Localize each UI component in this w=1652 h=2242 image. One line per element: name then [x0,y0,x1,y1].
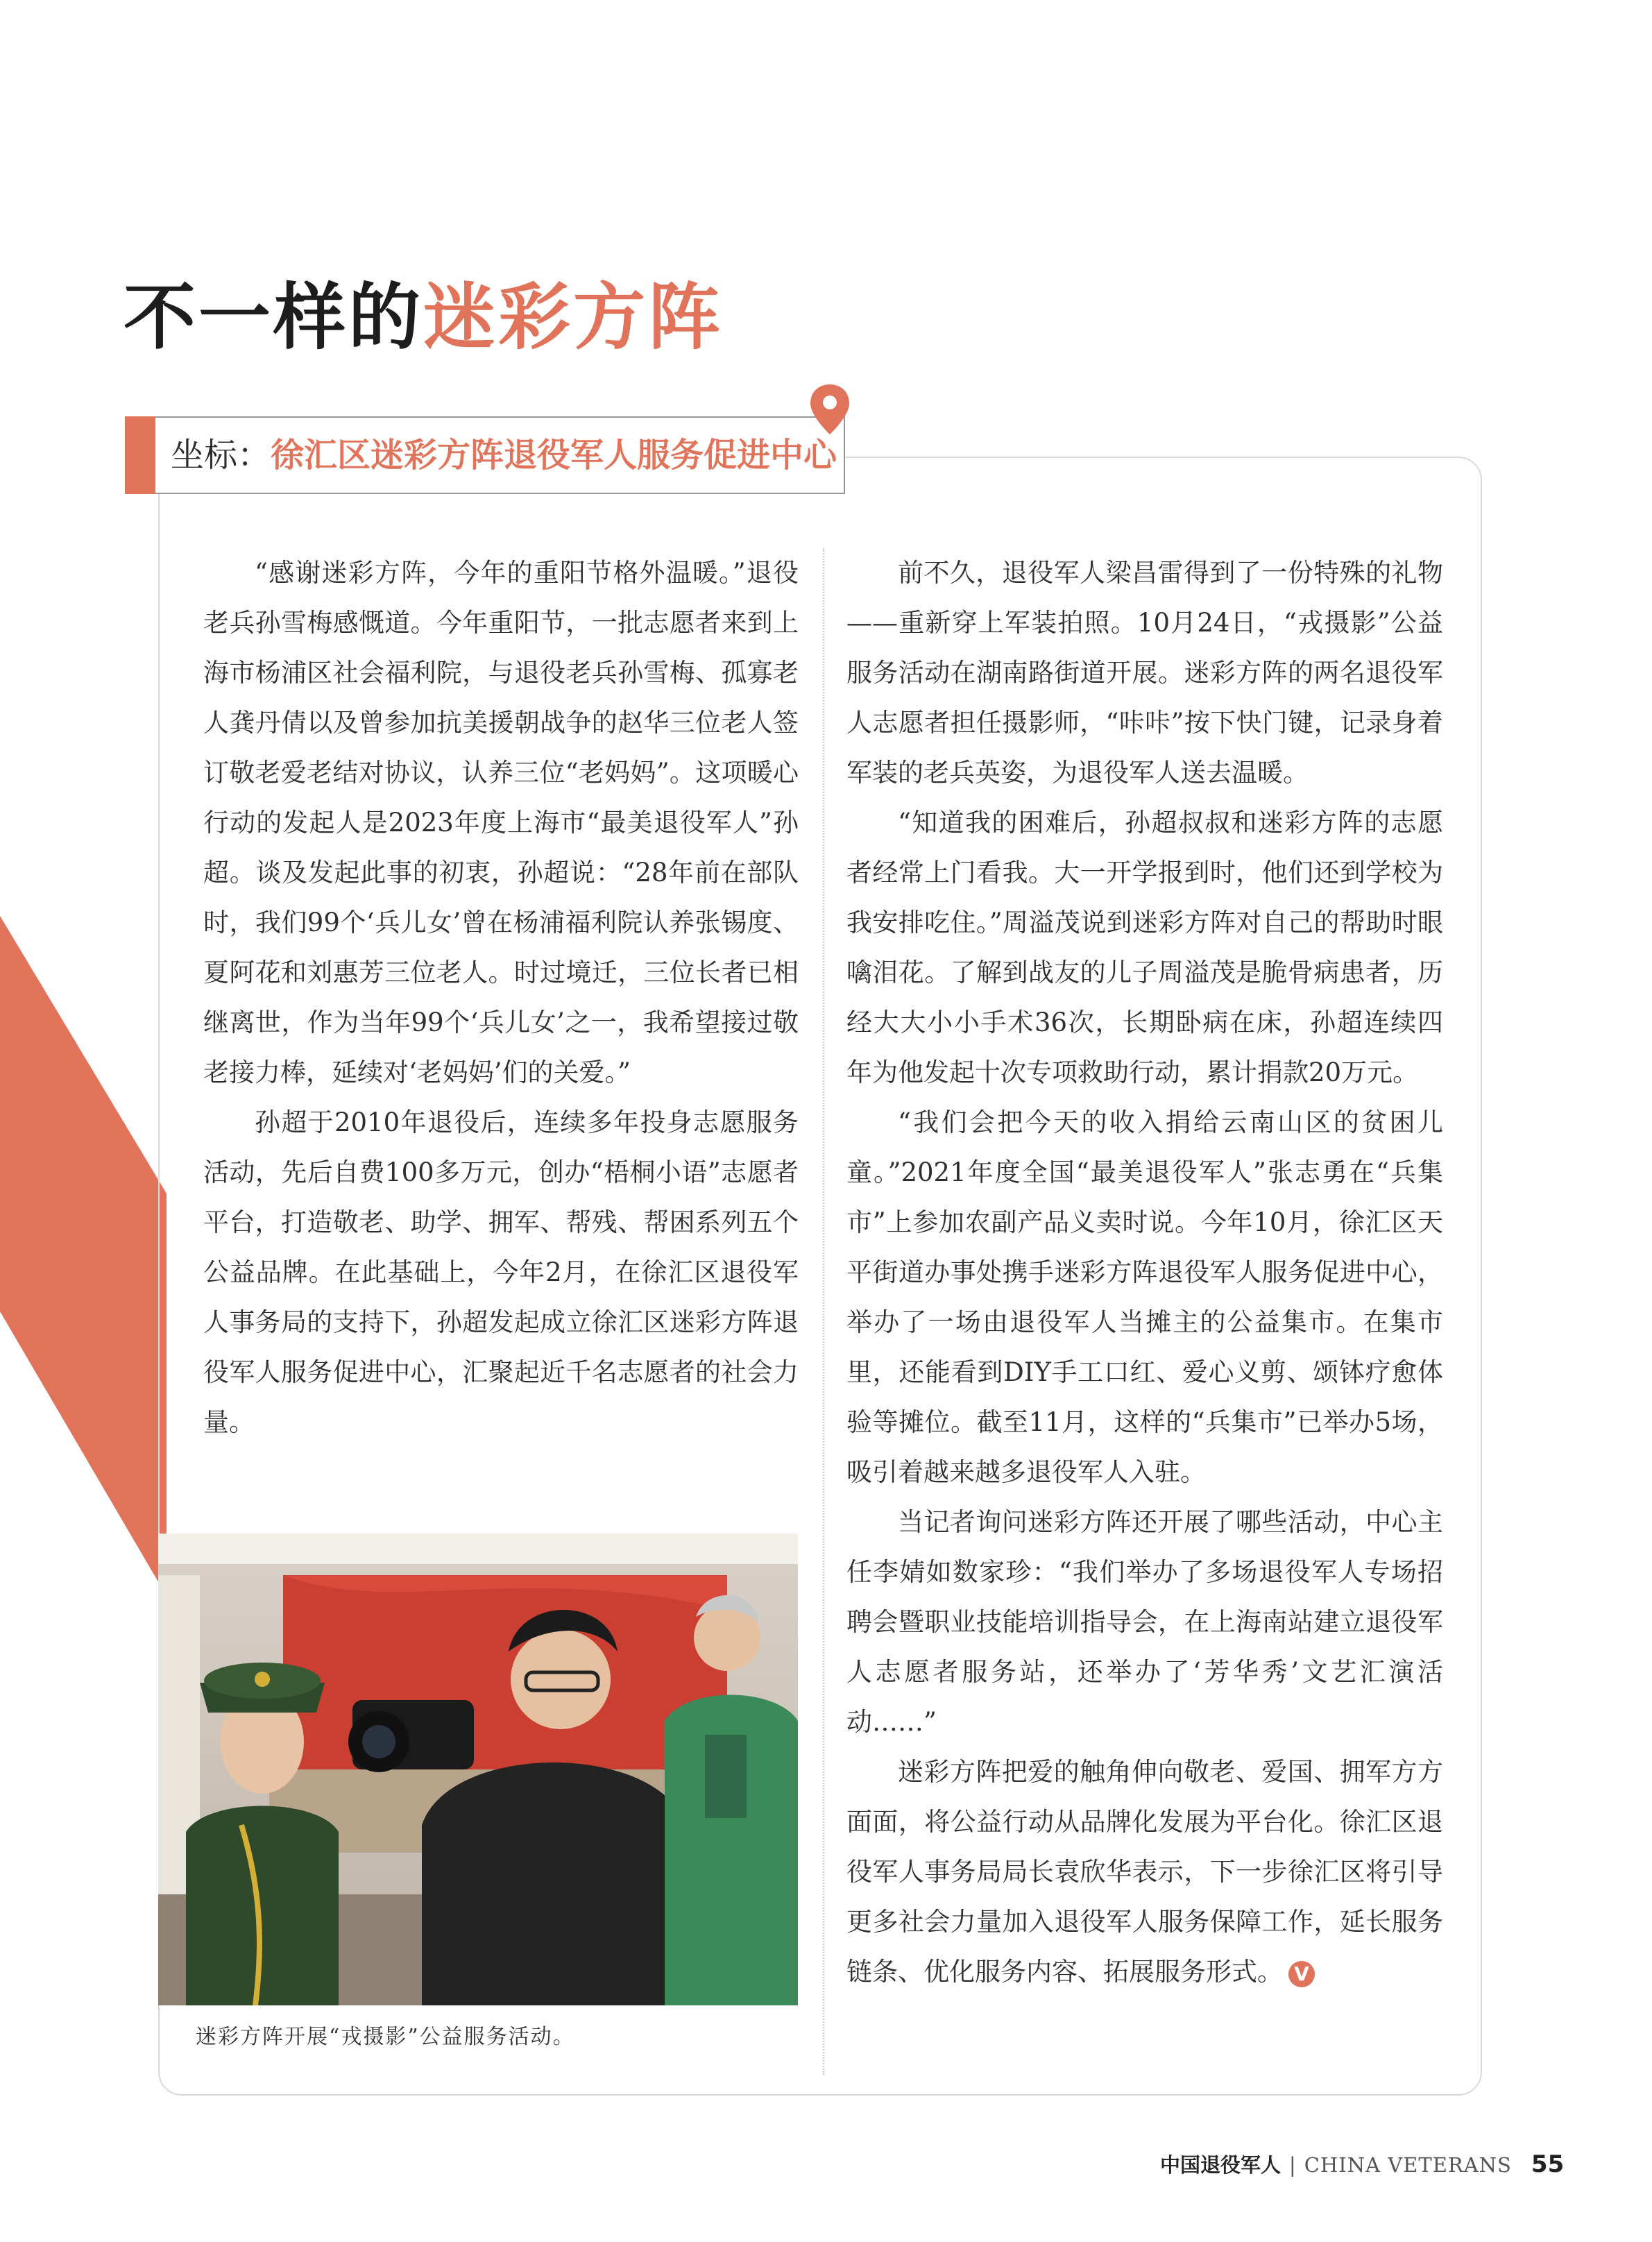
paragraph: 前不久，退役军人梁昌雷得到了一份特殊的礼物——重新穿上军装拍照。10月24日，“戎摄影”公益服务活动在湖南路街道开展。迷彩方阵的两名退役军人志愿者担任摄影师，“咔咔”按下快门键，记录身着军装的老兵英姿，为退役军人送去温暖。 [846,558,1443,788]
paragraph-last [846,1747,1443,1997]
page-footer [1160,2147,1564,2182]
location-value: 徐汇区迷彩方阵退役军人服务促进中心 [271,436,837,475]
paragraph: “感谢迷彩方阵，今年的重阳节格外温暖。”退役老兵孙雪梅感慨道。今年重阳节，一批志愿者来到上海市杨浦区社会福利院，与退役老兵孙雪梅、孤寡老人龚丹倩以及曾参加抗美援朝战争的赵华三位老人签订敬老爱老结对协议，认养三位“老妈妈”。这项暖心行动的发起人是2023年度上海市“最美退役军人”孙超。谈及发起此事的初衷，孙超说：“28年前在部队时，我们99个‘兵儿女’曾在杨浦福利院认养张锡度、夏阿花和刘惠芳三位老人。时过境迁，三位长者已相继离世，作为当年99个‘兵儿女’之一，我希望接过敬老接力棒，延续对‘老妈妈’们的关爱。” [203,558,799,1087]
paragraph: 孙超于2010年退役后，连续多年投身志愿服务活动，先后自费100多万元，创办“梧桐小语”志愿者平台，打造敬老、助学、拥军、帮残、帮困系列五个公益品牌。在此基础上，今年2月，在徐汇区退役军人事务局的支持下，孙超发起成立徐汇区迷彩方阵退役军人服务促进中心，汇聚起近千名志愿者的社会力量。 [203,1107,799,1437]
article-photo [158,1534,798,2005]
location-accent-bar [125,416,155,494]
paragraph-text: 迷彩方阵把爱的触角伸向敬老、爱国、拥军方方面面，将公益行动从品牌化发展为平台化。徐汇区退役军人事务局局长袁欣华表示，下一步徐汇区将引导更多社会力量加入退役军人服务保障工作，延长服务链条、优化服务内容、拓展服务形式。 [846,1757,1443,1987]
location-line [171,427,837,483]
page-number: 55 [1531,2150,1565,2178]
left-column [203,548,799,1447]
paragraph: 当记者询问迷彩方阵还开展了哪些活动，中心主任李婧如数家珍：“我们举办了多场退役军人专场招聘会暨职业技能培训指导会，在上海南站建立退役军人志愿者服务站，还举办了‘芳华秀’文艺汇演活动……” [846,1507,1443,1737]
title-highlight: 迷彩方阵 [423,274,724,359]
paragraph: “知道我的困难后，孙超叔叔和迷彩方阵的志愿者经常上门看我。大一开学报到时，他们还到学校为我安排吃住。”周溢茂说到迷彩方阵对自己的帮助时眼噙泪花。了解到战友的儿子周溢茂是脆骨病患者，历经大大小小手术36次，长期卧病在床，孙超连续四年为他发起十次专项救助行动，累计捐款20万元。 [846,808,1443,1087]
paragraph: “我们会把今天的收入捐给云南山区的贫困儿童。”2021年度全国“最美退役军人”张志勇在“兵集市”上参加农副产品义卖时说。今年10月，徐汇区天平街道办事处携手迷彩方阵退役军人服务促进中心，举办了一场由退役军人当摊主的公益集市。在集市里，还能看到DIY手工口红、爱心义剪、颂钵疗愈体验等摊位。截至11月，这样的“兵集市”已举办5场，吸引着越来越多退役军人入驻。 [846,1107,1443,1487]
article-title [124,274,723,361]
magazine-name-en: CHINA VETERANS [1304,2153,1512,2177]
decorative-orange-triangle [0,916,167,1596]
right-column [846,548,1443,1997]
location-pin-icon [808,383,852,436]
footer-separator: | [1289,2153,1296,2177]
location-label: 坐标： [171,436,271,475]
photo-caption: 迷彩方阵开展“戎摄影”公益服务活动。 [196,2025,575,2049]
photo-illustration [158,1534,798,2005]
magazine-name-cn: 中国退役军人 [1160,2153,1281,2177]
title-black: 不一样的 [124,274,424,359]
end-mark-icon: V [1288,1961,1315,1987]
column-divider [823,548,824,2075]
